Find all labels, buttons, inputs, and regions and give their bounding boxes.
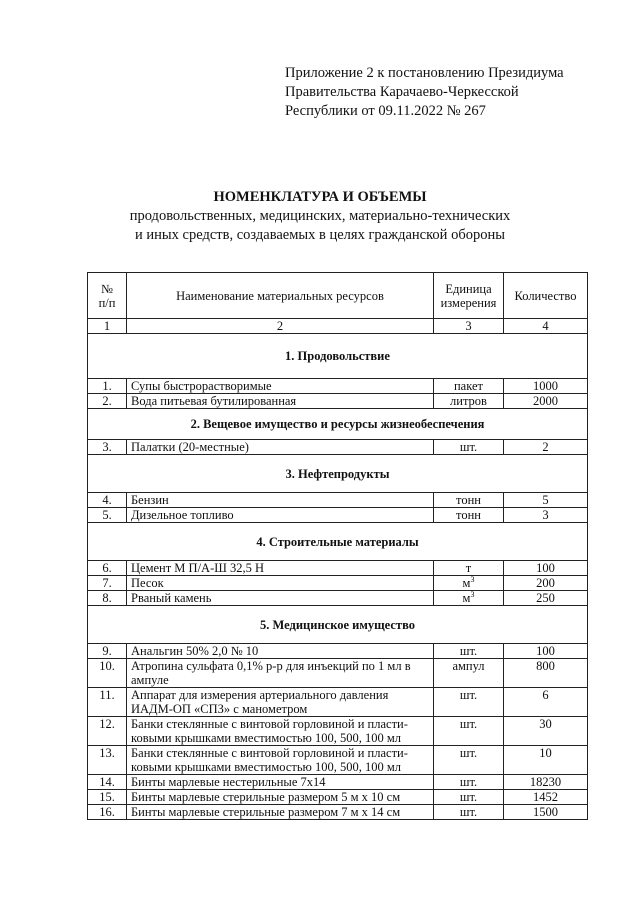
row-unit: шт. <box>434 644 504 659</box>
row-unit: $м^3$ <box>434 591 504 606</box>
row-qty: 1500 <box>504 805 588 820</box>
title-subtitle: продовольственных, медицинских, материально-технических <box>129 208 511 224</box>
row-name: Вода питьевая бутилированная <box>127 394 434 409</box>
appendix-line: Правительства Карачаево-Черкесской <box>285 84 519 100</box>
title-main: НОМЕНКЛАТУРА И ОБЪЕМЫ <box>213 189 427 205</box>
row-unit: т <box>434 561 504 576</box>
colnum: 3 <box>434 319 504 334</box>
section-title: 5. Медицинское имущество <box>88 606 588 644</box>
document-title <box>0 188 640 245</box>
row-qty: 100 <box>504 644 588 659</box>
row-num: 12. <box>88 717 127 746</box>
colnum: 1 <box>88 319 127 334</box>
row-name: Банки стеклянные с винтовой горловиной и пласти- ковыми крышками вместимостью 100, 500, 100 мл <box>127 717 434 746</box>
row-qty: 2 <box>504 440 588 455</box>
row-qty: 1452 <box>504 790 588 805</box>
row-num: 4. <box>88 493 127 508</box>
row-unit: $м^3$ <box>434 576 504 591</box>
row-num: 16. <box>88 805 127 820</box>
row-unit: шт. <box>434 717 504 746</box>
row-name: Цемент М П/А-Ш 32,5 Н <box>127 561 434 576</box>
row-num: 6. <box>88 561 127 576</box>
row-name: Рваный камень <box>127 591 434 606</box>
colnum: 4 <box>504 319 588 334</box>
section-row <box>88 409 588 440</box>
table-row <box>88 508 588 523</box>
row-name: Бинты марлевые стерильные размером 5 м х 10 см <box>127 790 434 805</box>
table-row <box>88 379 588 394</box>
header-name: Наименование материальных ресурсов <box>127 273 434 319</box>
appendix-line: Приложение 2 к постановлению Президиума <box>285 65 564 81</box>
row-unit: тонн <box>434 493 504 508</box>
row-qty: 30 <box>504 717 588 746</box>
row-unit: шт. <box>434 790 504 805</box>
section-title: 2. Вещевое имущество и ресурсы жизнеобеспечения <box>88 409 588 440</box>
row-qty: 18230 <box>504 775 588 790</box>
table-row <box>88 591 588 606</box>
row-unit: шт. <box>434 775 504 790</box>
row-qty: 2000 <box>504 394 588 409</box>
row-num: 1. <box>88 379 127 394</box>
table-row <box>88 659 588 688</box>
row-unit: ампул <box>434 659 504 688</box>
header-num: № п/п <box>88 273 127 319</box>
row-name: Дизельное топливо <box>127 508 434 523</box>
row-name: Атропина сульфата 0,1% р-р для инъекций по 1 мл в ампуле <box>127 659 434 688</box>
table-row <box>88 440 588 455</box>
row-qty: 800 <box>504 659 588 688</box>
title-subtitle: и иных средств, создаваемых в целях гражданской обороны <box>135 227 505 243</box>
section-row <box>88 606 588 644</box>
row-num: 13. <box>88 746 127 775</box>
section-title: 4. Строительные материалы <box>88 523 588 561</box>
row-num: 7. <box>88 576 127 591</box>
section-title: 1. Продовольствие <box>88 334 588 379</box>
table-row <box>88 688 588 717</box>
resources-table <box>87 272 588 820</box>
row-qty: 6 <box>504 688 588 717</box>
row-num: 15. <box>88 790 127 805</box>
row-name: Бинты марлевые стерильные размером 7 м х 14 см <box>127 805 434 820</box>
row-unit: шт. <box>434 746 504 775</box>
table-row <box>88 493 588 508</box>
header-unit: Единица измерения <box>434 273 504 319</box>
table-row <box>88 561 588 576</box>
table-row <box>88 805 588 820</box>
row-qty: 1000 <box>504 379 588 394</box>
row-unit: тонн <box>434 508 504 523</box>
row-name: Палатки (20-местные) <box>127 440 434 455</box>
row-qty: 10 <box>504 746 588 775</box>
row-name: Песок <box>127 576 434 591</box>
table-row <box>88 644 588 659</box>
table-row <box>88 394 588 409</box>
row-unit: пакет <box>434 379 504 394</box>
row-name: Банки стеклянные с винтовой горловиной и пласти- ковыми крышками вместимостью 100, 500, 100 мл <box>127 746 434 775</box>
row-qty: 5 <box>504 493 588 508</box>
header-row <box>88 273 588 319</box>
row-num: 14. <box>88 775 127 790</box>
section-row <box>88 334 588 379</box>
row-qty: 3 <box>504 508 588 523</box>
row-name: Супы быстрорастворимые <box>127 379 434 394</box>
row-unit: шт. <box>434 805 504 820</box>
section-row <box>88 455 588 493</box>
section-title: 3. Нефтепродукты <box>88 455 588 493</box>
row-unit: литров <box>434 394 504 409</box>
row-name: Анальгин 50% 2,0 № 10 <box>127 644 434 659</box>
row-num: 3. <box>88 440 127 455</box>
colnum: 2 <box>127 319 434 334</box>
table-row <box>88 746 588 775</box>
row-name: Бензин <box>127 493 434 508</box>
row-num: 9. <box>88 644 127 659</box>
row-num: 5. <box>88 508 127 523</box>
table-row <box>88 790 588 805</box>
table-row <box>88 717 588 746</box>
appendix-reference <box>285 64 564 121</box>
row-name: Аппарат для измерения артериального давления ИАДМ-ОП «СПЗ» с манометром <box>127 688 434 717</box>
row-unit: шт. <box>434 440 504 455</box>
table-row <box>88 576 588 591</box>
appendix-line: Республики от 09.11.2022 № 267 <box>285 103 486 119</box>
row-num: 10. <box>88 659 127 688</box>
row-qty: 250 <box>504 591 588 606</box>
row-num: 11. <box>88 688 127 717</box>
row-unit: шт. <box>434 688 504 717</box>
row-qty: 100 <box>504 561 588 576</box>
row-num: 8. <box>88 591 127 606</box>
row-num: 2. <box>88 394 127 409</box>
section-row <box>88 523 588 561</box>
row-qty: 200 <box>504 576 588 591</box>
column-number-row <box>88 319 588 334</box>
table-row <box>88 775 588 790</box>
row-name: Бинты марлевые нестерильные 7х14 <box>127 775 434 790</box>
header-qty: Количество <box>504 273 588 319</box>
